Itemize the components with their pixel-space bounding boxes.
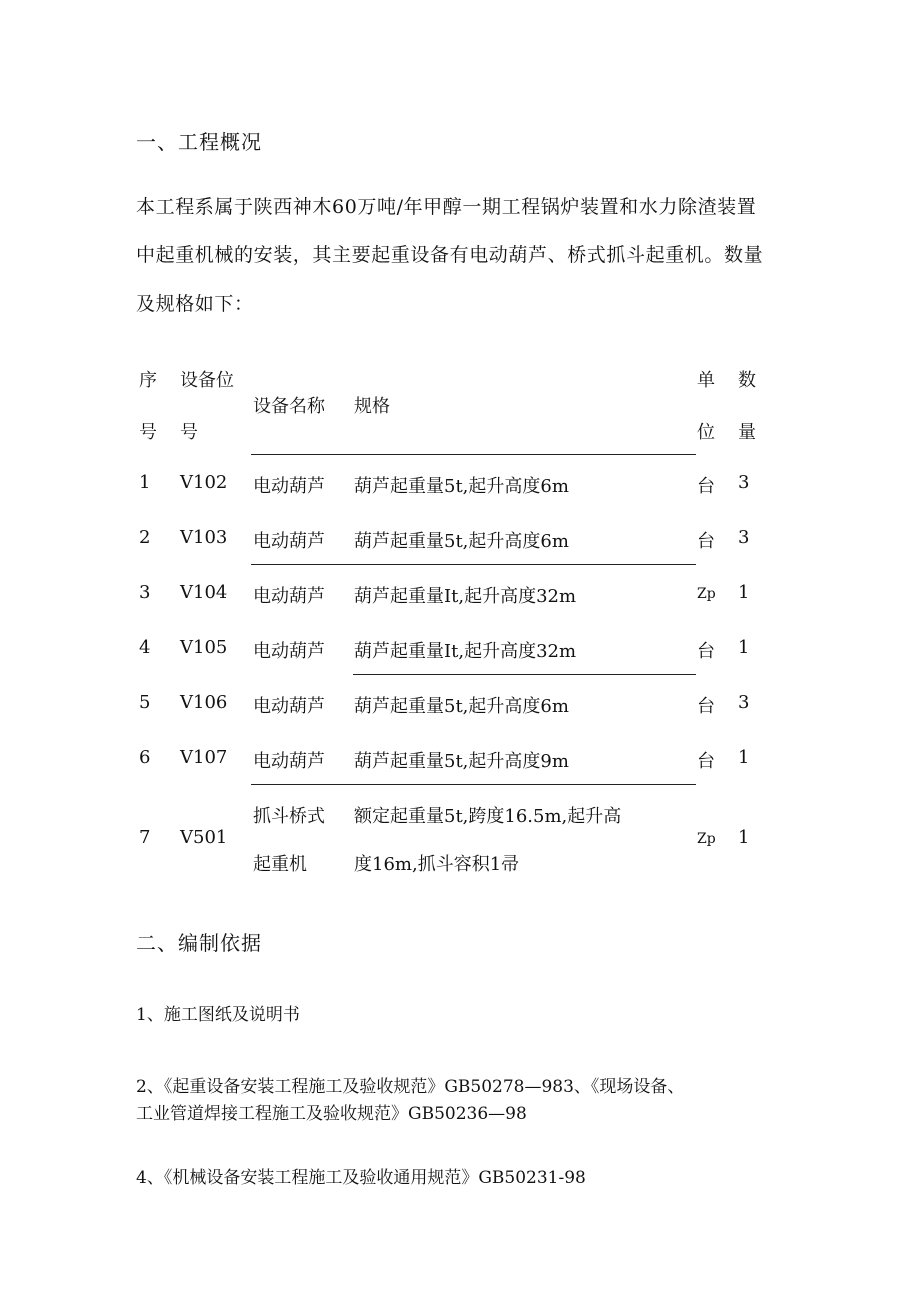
cell-spec-line2: 度16m,抓斗容积1帚 <box>354 854 520 875</box>
paragraph-line: 中起重机械的安装，其主要起重设备有电动葫芦、桥式抓斗起重机。数量 <box>136 244 764 266</box>
cell-position: V107 <box>180 747 228 768</box>
cell-seq: 6 <box>139 747 151 768</box>
cell-unit: 台 <box>697 476 715 497</box>
list-item: 4、《机械设备安装工程施工及验收通用规范》GB50231-98 <box>136 1168 586 1188</box>
table-rule <box>353 674 696 675</box>
cell-spec: 葫芦起重量5t,起升高度6m <box>354 476 569 497</box>
cell-spec: 葫芦起重量It,起升高度32m <box>354 641 577 662</box>
cell-spec: 葫芦起重量5t,起升高度6m <box>354 531 569 552</box>
cell-quantity: 1 <box>738 827 750 848</box>
paragraph-line: 本工程系属于陕西神木60万吨/年甲醇一期工程锅炉装置和水力除渣装置 <box>136 196 757 218</box>
cell-name: 电动葫芦 <box>253 751 325 772</box>
cell-position: V106 <box>180 692 228 713</box>
cell-position: V102 <box>180 472 228 493</box>
cell-spec-line1: 额定起重量5t,跨度16.5m,起升高 <box>354 806 622 827</box>
cell-quantity: 3 <box>738 527 750 548</box>
header-equipment-name: 设备名称 <box>253 396 325 417</box>
cell-quantity: 3 <box>738 472 750 493</box>
header-unit-bottom: 位 <box>697 422 715 443</box>
cell-seq: 3 <box>139 582 151 603</box>
cell-name: 电动葫芦 <box>253 586 325 607</box>
cell-unit: Zp <box>697 831 716 847</box>
cell-quantity: 1 <box>738 747 750 768</box>
header-quantity-top: 数 <box>738 370 756 391</box>
header-position-top: 设备位 <box>180 370 234 391</box>
header-unit-top: 单 <box>697 370 715 391</box>
header-specification: 规格 <box>354 396 390 417</box>
cell-quantity: 1 <box>738 637 750 658</box>
cell-seq: 4 <box>139 637 151 658</box>
cell-unit: 台 <box>697 641 715 662</box>
cell-unit: Zp <box>697 586 716 602</box>
cell-unit: 台 <box>697 751 715 772</box>
header-seq-top: 序 <box>139 370 157 391</box>
header-seq-bottom: 号 <box>139 422 157 443</box>
paragraph-line: 及规格如下： <box>136 293 254 315</box>
section-heading-overview: 一、工程概况 <box>136 130 262 154</box>
cell-spec: 葫芦起重量It,起升高度32m <box>354 586 577 607</box>
cell-name: 电动葫芦 <box>253 641 325 662</box>
table-rule <box>251 564 696 565</box>
cell-position: V501 <box>180 827 228 848</box>
list-item: 2、《起重设备安装工程施工及验收规范》GB50278—983、《现场设备、 <box>136 1077 685 1097</box>
header-quantity-bottom: 量 <box>738 422 756 443</box>
section-heading-basis: 二、编制依据 <box>136 931 262 955</box>
cell-unit: 台 <box>697 531 715 552</box>
cell-unit: 台 <box>697 696 715 717</box>
cell-position: V103 <box>180 527 228 548</box>
cell-quantity: 3 <box>738 692 750 713</box>
cell-name: 电动葫芦 <box>253 531 325 552</box>
cell-name: 电动葫芦 <box>253 696 325 717</box>
cell-seq: 7 <box>139 827 151 848</box>
list-item: 1、施工图纸及说明书 <box>136 1005 300 1025</box>
cell-seq: 2 <box>139 527 151 548</box>
header-position-bottom: 号 <box>180 422 198 443</box>
cell-seq: 1 <box>139 472 151 493</box>
table-rule <box>251 454 696 455</box>
cell-spec: 葫芦起重量5t,起升高度6m <box>354 696 569 717</box>
cell-position: V104 <box>180 582 228 603</box>
cell-seq: 5 <box>139 692 151 713</box>
cell-name-line2: 起重机 <box>253 854 307 875</box>
cell-spec: 葫芦起重量5t,起升高度9m <box>354 751 569 772</box>
cell-position: V105 <box>180 637 228 658</box>
table-rule <box>251 784 696 785</box>
list-item-continuation: 工业管道焊接工程施工及验收规范》GB50236—98 <box>136 1104 527 1124</box>
cell-name: 电动葫芦 <box>253 476 325 497</box>
cell-name-line1: 抓斗桥式 <box>253 806 325 827</box>
cell-quantity: 1 <box>738 582 750 603</box>
